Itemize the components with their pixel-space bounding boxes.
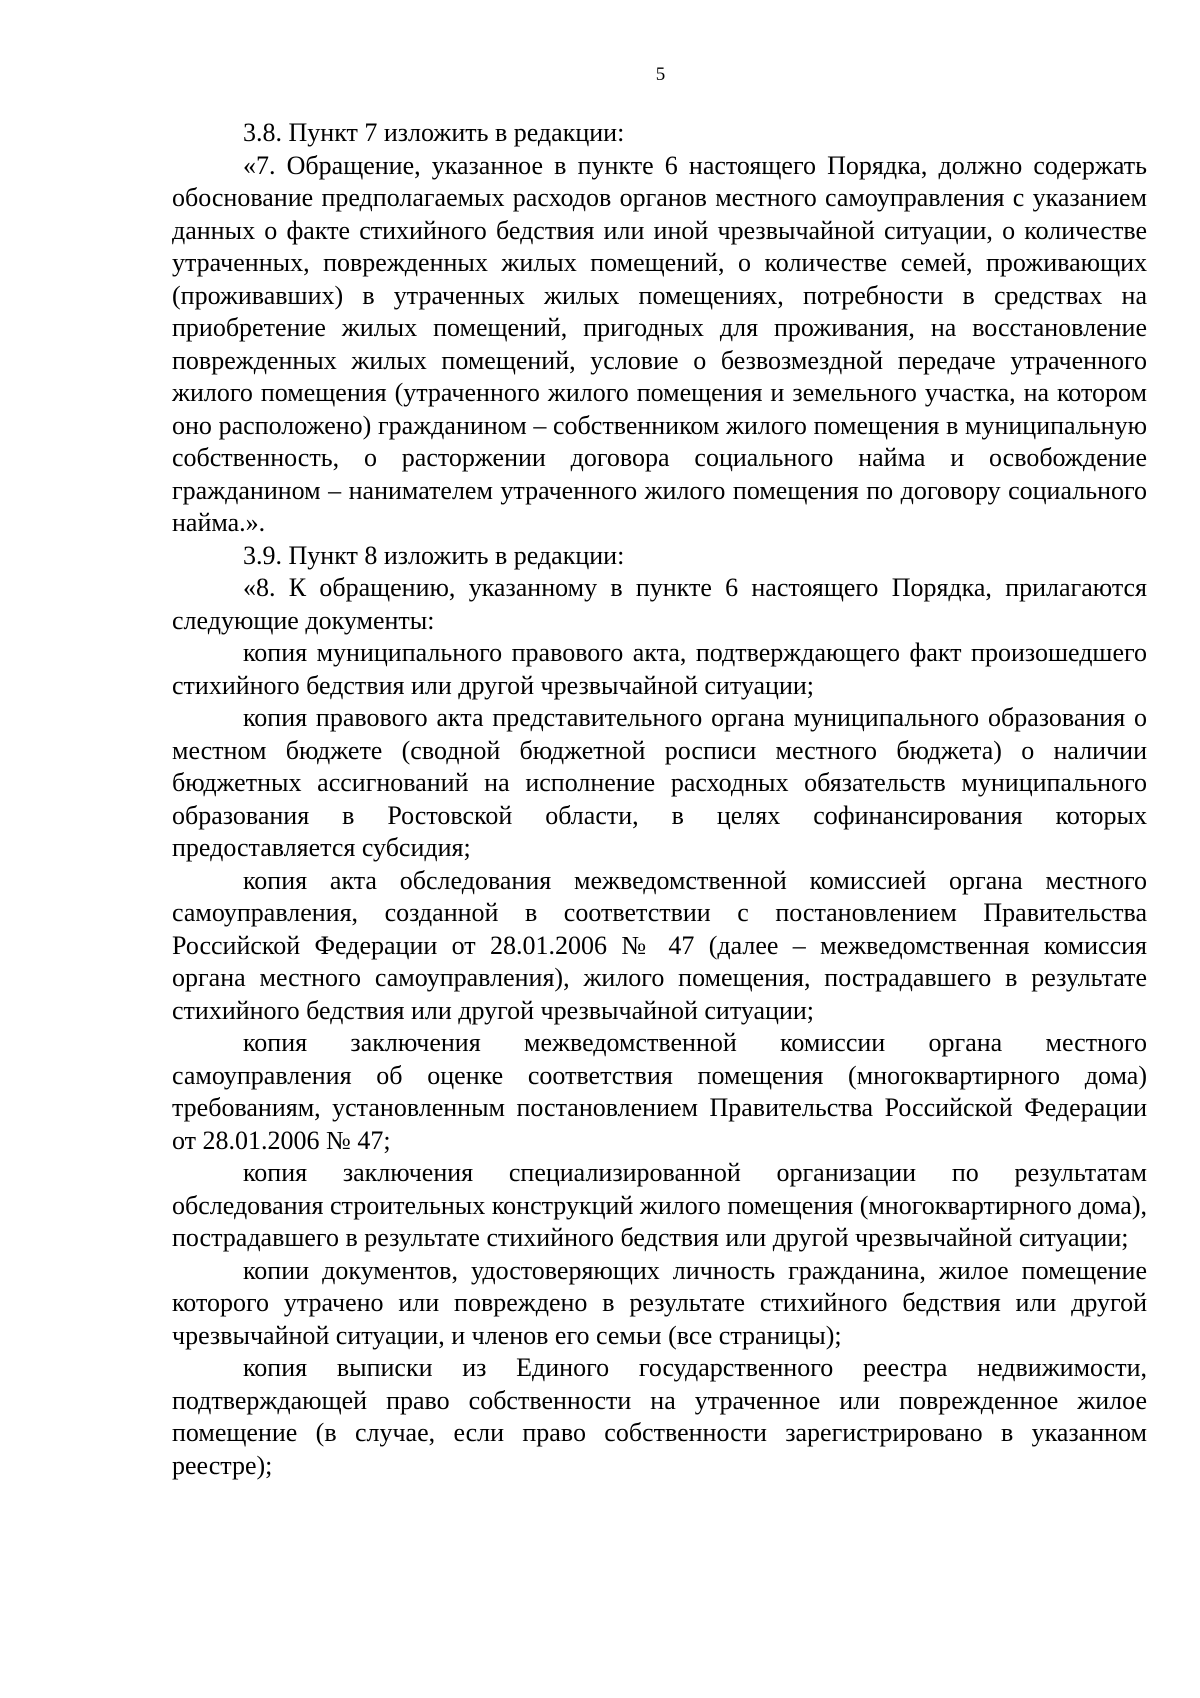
page-number: 5	[655, 64, 666, 85]
paragraph-item-7-text: «7. Обращение, указанное в пункте 6 настоящего Порядка, должно содержать обоснование предполагаемых расходов органов местного самоуправления с указанием данных о факте стихийного бедствия или иной чрезвычайной ситуации, о количестве утраченных, поврежденных жилых помещений, о количестве семей, проживающих (проживавших) в утраченных жилых помещениях, потребности в средствах на приобретение жилых помещений, пригодных для проживания, на восстановление поврежденных жилых помещений, условие о безвозмездной передаче утраченного жилого помещения (утраченного жилого помещения и земельного участка, на котором оно расположено) гражданином – собственником жилого помещения в муниципальную собственность, о расторжении договора социального найма и освобождение гражданином – нанимателем утраченного жилого помещения по договору социального найма.».	[172, 150, 1147, 537]
paragraph-doc-registry-extract: копия выписки из Единого государственного реестра недвижимости, подтверждающей право собственности на утраченное или поврежденное жилое помещение (в случае, если право собственности зарегистрировано в указанном реестре);	[172, 1353, 1147, 1480]
paragraph-doc-commission-conclusion: копия заключения межведомственной комиссии органа местного самоуправления об оценке соответствия помещения (многоквартирного дома) требованиям, установленным постановлением Правительства Российской Федерации от 28.01.2006 № 47;	[172, 1028, 1147, 1155]
document-page	[172, 64, 1147, 1482]
paragraph-3-8-heading: 3.8. Пункт 7 изложить в редакции:	[243, 118, 625, 147]
paragraph-doc-inspection-act: копия акта обследования межведомственной комиссией органа местного самоуправления, созданной в соответствии с постановлением Правительства Российской Федерации от 28.01.2006 № 47 (далее – межведомственная комиссия органа местного самоуправления), жилого помещения, пострадавшего в результате стихийного бедствия или другой чрезвычайной ситуации;	[172, 865, 1147, 1025]
paragraph-doc-municipal-act: копия муниципального правового акта, подтверждающего факт произошедшего стихийного бедствия или другой чрезвычайной ситуации;	[172, 638, 1147, 700]
paragraph-doc-identity-copies: копии документов, удостоверяющих личность гражданина, жилое помещение которого утрачено или повреждено в результате стихийного бедствия или другой чрезвычайной ситуации, и членов его семьи (все страницы);	[172, 1255, 1147, 1350]
paragraph-item-8-intro: «8. К обращению, указанному в пункте 6 настоящего Порядка, прилагаются следующие документы:	[172, 573, 1147, 635]
paragraph-doc-specialized-conclusion: копия заключения специализированной организации по результатам обследования строительных конструкций жилого помещения (многоквартирного дома), пострадавшего в результате стихийного бедствия или другой чрезвычайной ситуации;	[172, 1158, 1147, 1252]
paragraph-3-9-heading: 3.9. Пункт 8 изложить в редакции:	[243, 540, 625, 570]
paragraph-doc-budget-act: копия правового акта представительного органа муниципального образования о местном бюджете (сводной бюджетной росписи местного бюджета) о наличии бюджетных ассигнований на исполнение расходных обязательств муниципального образования в Ростовской области, в целях софинансирования которых предоставляется субсидия;	[172, 703, 1147, 862]
